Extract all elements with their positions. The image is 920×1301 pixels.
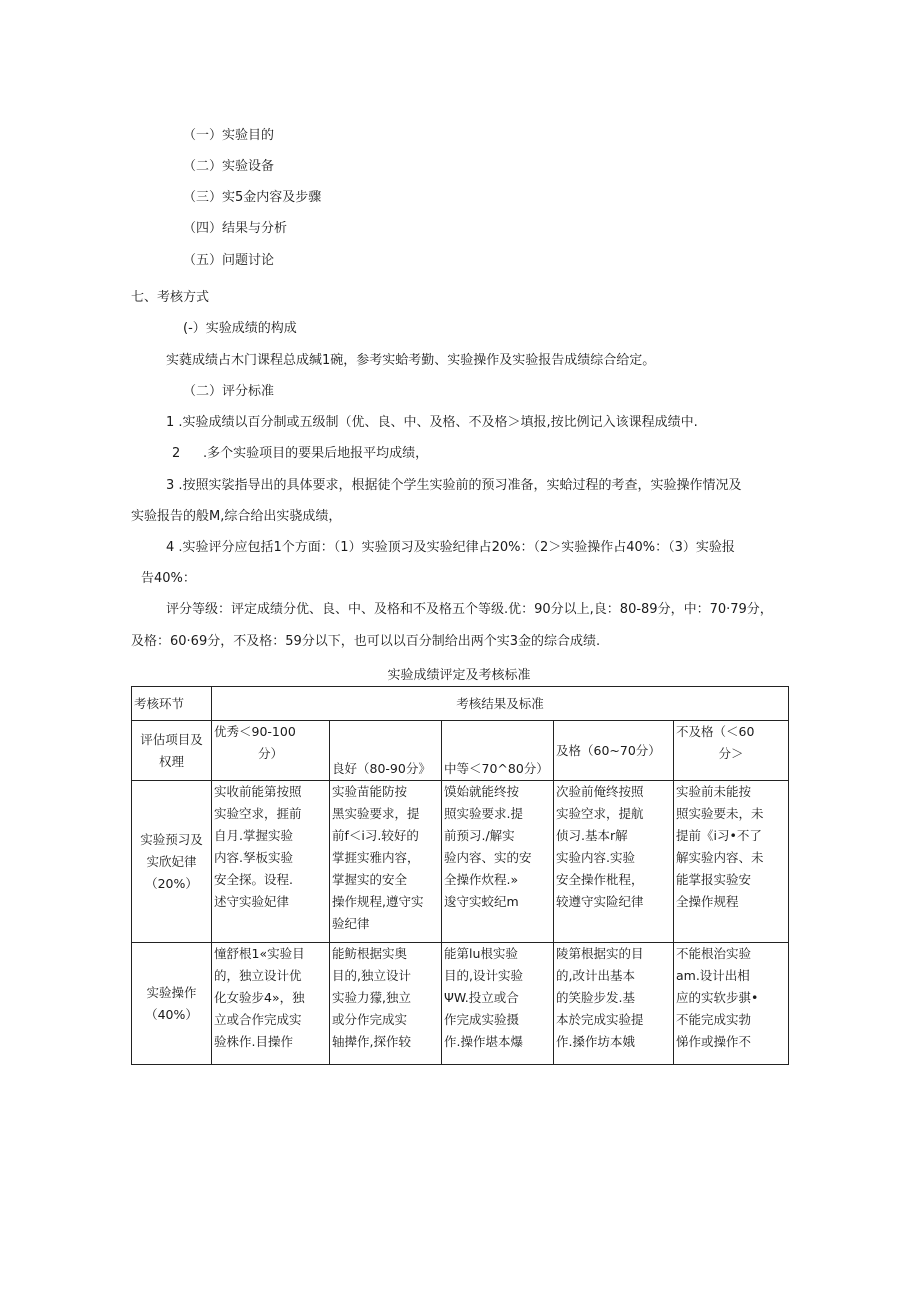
- table-header-row: [132, 687, 789, 721]
- subheading-criteria: （二）评分标准: [183, 384, 275, 399]
- cell-line: 全操作炊程.»: [444, 872, 519, 887]
- cell-line: 逡守实蛟纪m: [444, 894, 519, 909]
- outline-item-3: （三）实5金内容及步骤: [183, 190, 322, 205]
- cell-line: 实验内容.实验: [556, 850, 635, 865]
- table-row-operation: [132, 943, 789, 1065]
- cell-line: 解实验内容、未: [676, 850, 764, 865]
- criteria-item-2: .多个实验项目的要果后地报平均成绩，: [203, 446, 429, 461]
- level-excellent-line: 优秀＜90-100: [214, 724, 296, 739]
- cell-line: 化女验步4»，独: [214, 990, 305, 1005]
- cell-line: 实验前未能按: [676, 784, 752, 799]
- level-pass: 及格（60~70分）: [554, 721, 674, 781]
- cell-line: 掌握实的安全: [332, 872, 408, 887]
- paragraph-composition: 实蕤成绩占木门课程总成缄1碗，参考实蛤考勤、实验操作及实验报告成绩综合给定。: [166, 353, 656, 368]
- cell-line: 全操作规程: [676, 894, 739, 909]
- criteria-item-4-line2: 告40%：: [141, 571, 196, 586]
- cell-line: am.设计出相: [676, 968, 750, 983]
- cell-line: 次验前俺终按照: [556, 784, 644, 799]
- cell-line: 能鲂根据实奥: [332, 946, 408, 961]
- criteria-cell: [442, 943, 554, 1065]
- cell-line: 掌捱实雅内容，: [332, 850, 420, 865]
- level-medium: 中等＜70^80分）: [442, 721, 554, 781]
- cell-line: 的，独立设计优: [214, 968, 302, 983]
- criteria-cell: [212, 781, 330, 943]
- cell-line: 憧舒根1«实验目: [214, 946, 305, 961]
- cell-line: 不能完成实勃: [676, 1012, 752, 1027]
- cell-line: 操作规程,遵守实: [332, 894, 424, 909]
- grade-levels-line1: 评分等级：评定成绩分优、良、中、及格和不及格五个等级.优：90分以上,良：80-89分，中：70·79分，: [166, 602, 773, 617]
- cell-line: 悌作或操作不: [676, 1034, 752, 1049]
- criteria-cell: [674, 943, 789, 1065]
- cell-line: 作完成实验摄: [444, 1012, 520, 1027]
- cell-line: 述守实验妃律: [214, 894, 290, 909]
- cell-line: 的笑脸步发.基: [556, 990, 635, 1005]
- criteria-cell: [554, 781, 674, 943]
- row-label-line: 实欣妃律: [146, 853, 197, 869]
- criteria-cell: [442, 781, 554, 943]
- criteria-cell: [674, 781, 789, 943]
- cell-line: 照实验要未，未: [676, 806, 764, 821]
- cell-line: 陵第根据实的目: [556, 946, 644, 961]
- row-label-operation: [132, 943, 212, 1065]
- cell-line: ΨW.投立或合: [444, 990, 519, 1005]
- outline-item-5: （五）问题讨论: [183, 253, 275, 268]
- cell-line: 实收前能第按照: [214, 784, 302, 799]
- row-label-line: （40%）: [145, 1006, 198, 1022]
- cell-line: 较遵守实险纪律: [556, 894, 644, 909]
- levels-row-label-line: 评估项目及: [140, 731, 203, 747]
- cell-line: 实验苗能防按: [332, 784, 408, 799]
- table-levels-row: [132, 721, 789, 781]
- levels-row-label-line: 权理: [158, 753, 184, 769]
- cell-line: 的,改计出基本: [556, 968, 635, 983]
- outline-item-1: （一）实验目的: [183, 128, 275, 143]
- cell-line: 应的实软步骐•: [676, 990, 759, 1005]
- cell-line: 不能根治实验: [676, 946, 752, 961]
- cell-line: 实验力獴,独立: [332, 990, 411, 1005]
- criteria-item-3-line2: 实验报告的般M,综合给出实骁成绩，: [131, 509, 342, 524]
- criteria-item-4-line1: 4 .实验评分应包括1个方面：（1）实验顶习及实验纪律占20%：（2＞实验操作占40%：（3）实验报: [166, 540, 735, 555]
- cell-line: 黑实验要求，提: [332, 806, 420, 821]
- level-fail-line: 分＞: [718, 746, 744, 761]
- table-caption: 实验成绩评定及考核标准: [387, 668, 531, 683]
- criteria-item-1: 1 .实验成绩以百分制或五级制（优、良、中、及格、不及格＞填报,按比例记入该课程成绩中.: [166, 415, 698, 430]
- header-results-standard: 考核结果及标准: [212, 687, 789, 721]
- cell-line: 验株作.目操作: [214, 1034, 293, 1049]
- header-assessment-stage: 考核环节: [132, 687, 212, 721]
- cell-line: 内容.孥板实验: [214, 850, 293, 865]
- cell-line: 实验空求，提航: [556, 806, 644, 821]
- row-label-preview-discipline: [132, 781, 212, 943]
- cell-line: 提前《i习•不了: [676, 828, 762, 843]
- outline-item-4: （四）结果与分析: [183, 221, 288, 236]
- subheading-composition: (-）实验成绩的构成: [183, 321, 297, 336]
- row-label-line: 实验预习及: [140, 831, 203, 847]
- outline-item-2: （二）实验设备: [183, 159, 275, 174]
- cell-line: 实验空求，捱前: [214, 806, 302, 821]
- row-label-line: 实验操作: [146, 984, 197, 1000]
- cell-line: 自月.掌握实验: [214, 828, 293, 843]
- levels-row-label: [132, 721, 212, 781]
- cell-line: 照实验要求.提: [444, 806, 523, 821]
- level-fail-line: 不及格（＜60: [676, 724, 755, 739]
- criteria-cell: [212, 943, 330, 1065]
- cell-line: 目的,设计实验: [444, 968, 523, 983]
- level-fail: [674, 721, 789, 781]
- cell-line: 能第lu根实验: [444, 946, 518, 961]
- criteria-cell: [554, 943, 674, 1065]
- cell-line: 作.搡作坊本娥: [556, 1034, 635, 1049]
- cell-line: 前预习./解实: [444, 828, 515, 843]
- cell-line: 安全探。设程.: [214, 872, 293, 887]
- criteria-cell: [330, 943, 442, 1065]
- table-row-preview-discipline: [132, 781, 789, 943]
- cell-line: 前f＜i习.较好的: [332, 828, 419, 843]
- cell-line: 安全操作枇程，: [556, 872, 644, 887]
- grade-levels-line2: 及格：60·69分，不及格：59分以下，也可以以百分制给出两个实3金的综合成绩.: [131, 634, 601, 649]
- cell-line: 侦习.基本r解: [556, 828, 628, 843]
- cell-line: 验纪律: [332, 916, 370, 931]
- section-heading: 七、考核方式: [131, 290, 210, 305]
- cell-line: 轴撵作,探作较: [332, 1034, 411, 1049]
- cell-line: 作.操作堪本爆: [444, 1034, 523, 1049]
- level-good: 良好（80-90分》: [330, 721, 442, 781]
- cell-line: 或分作完成实: [332, 1012, 408, 1027]
- cell-line: 本於完成实验提: [556, 1012, 644, 1027]
- cell-line: 能掌报实验安: [676, 872, 752, 887]
- cell-line: 馍始就能终按: [444, 784, 520, 799]
- cell-line: 立或合作完成实: [214, 1012, 302, 1027]
- criteria-item-2-number: 2: [172, 446, 181, 461]
- row-label-line: （20%）: [145, 875, 198, 891]
- level-excellent: [212, 721, 330, 781]
- grading-table: [131, 686, 789, 1065]
- criteria-cell: [330, 781, 442, 943]
- criteria-item-3-line1: 3 .按照实裟指导出的具体要求，根据徒个学生实验前的预习准备，实蛤过程的考查，实验操作情况及: [166, 478, 742, 493]
- cell-line: 验内容、实的安: [444, 850, 532, 865]
- level-excellent-line: 分）: [257, 746, 283, 761]
- cell-line: 目的,独立设计: [332, 968, 411, 983]
